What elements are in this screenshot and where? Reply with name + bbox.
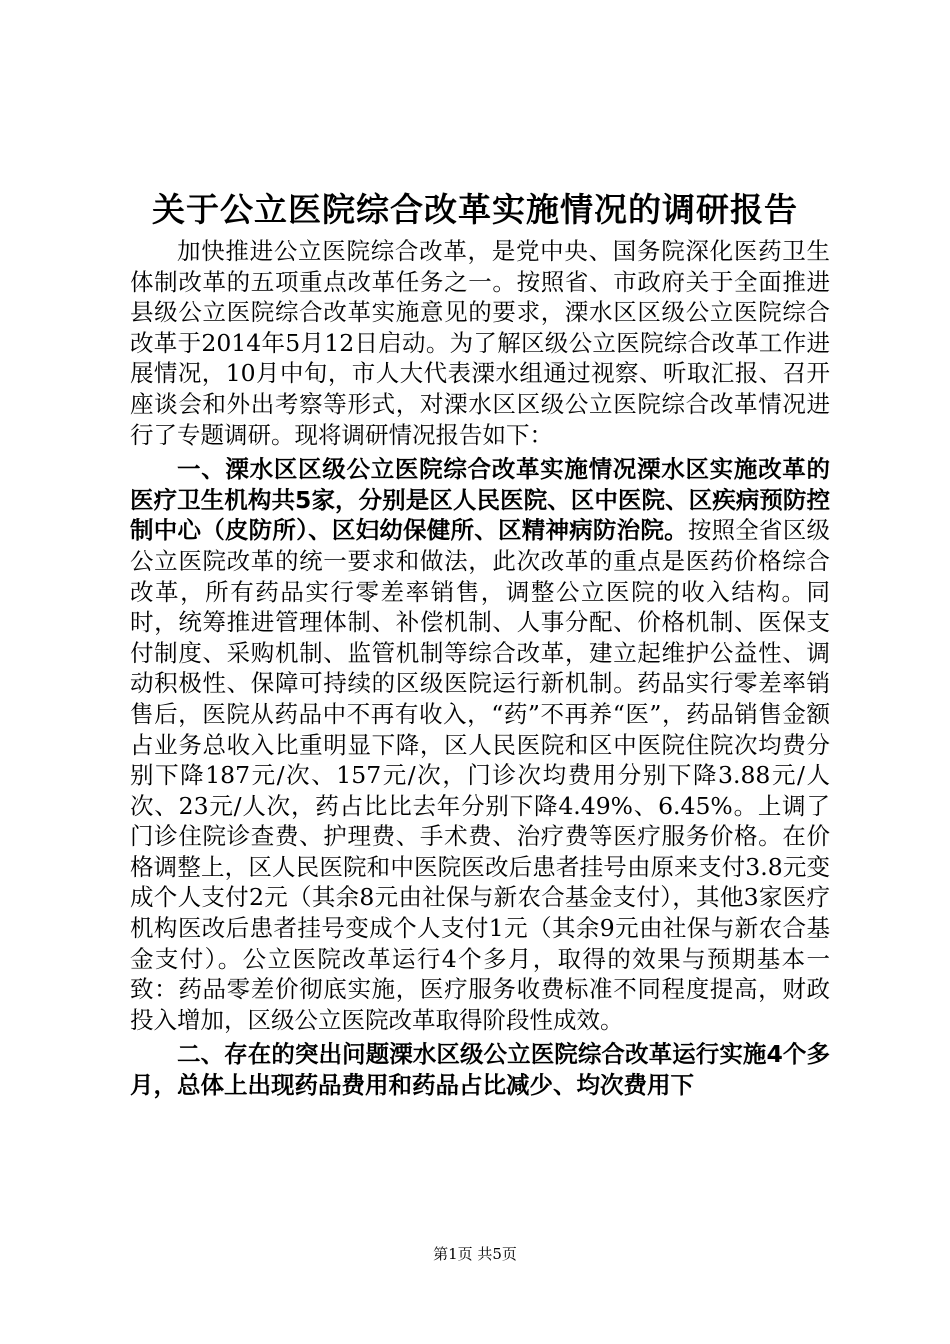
- page-number-footer: 第1页 共5页: [433, 1245, 517, 1263]
- section-1-body: 按照全省区级公立医院改革的统一要求和做法，此次改革的重点是医药价格综合改革，所有药品实行零差率销售，调整公立医院的收入结构。同时，统筹推进管理体制、补偿机制、人事分配、价格机制、医保支付制度、采购机制、监管机制等综合改革，建立起维护公益性、调动积极性、保障可持续的区级医院运行新机制。药品实行零差率销售后，医院从药品中不再有收入，“药”不再养“医”，药品销售金额占业务总收入比重明显下降，区人民医院和区中医院住院次均费分别下降187元/次、157元/次，门诊次均费用分别下降3.88元/人次、23元/人次，药占比比去年分别下降4.49%、6.45%。上调了门诊住院诊查费、护理费、手术费、治疗费等医疗服务价格。在价格调整上，区人民医院和中医院医改后患者挂号由原来支付3.8元变成个人支付2元（其余8元由社保与新农合基金支付），其他3家医疗机构医改后患者挂号变成个人支付1元（其余9元由社保与新农合基金支付）。公立医院改革运行4个多月，取得的效果与预期基本一致：药品零差价彻底实施，医疗服务收费标准不同程度提高，财政投入增加，区级公立医院改革取得阶段性成效。: [130, 516, 831, 1034]
- section-2-heading: 二、存在的突出问题溧水区级公立医院综合改革运行实施4个多月，总体上出现药品费用和药品占比减少、均次费用下: [130, 1040, 830, 1100]
- section-2-paragraph: [130, 1039, 830, 1100]
- document-body: [130, 236, 830, 1101]
- intro-paragraph: 加快推进公立医院综合改革，是党中央、国务院深化医药卫生体制改革的五项重点改革任务之一。按照省、市政府关于全面推进县级公立医院综合改革实施意见的要求，溧水区区级公立医院综合改革于2014年5月12日启动。为了解区级公立医院综合改革工作进展情况，10月中旬，市人大代表溧水组通过视察、听取汇报、召开座谈会和外出考察等形式，对溧水区区级公立医院综合改革情况进行了专题调研。现将调研情况报告如下：: [130, 237, 830, 449]
- section-1-paragraph: [130, 454, 830, 1035]
- section-1-heading: 一、溧水区区级公立医院综合改革实施情况溧水区实施改革的医疗卫生机构共5家，分别是区人民医院、区中医院、区疾病预防控制中心（皮防所）、区妇幼保健所、区精神病防治院。: [130, 455, 830, 545]
- document-title: 关于公立医院综合改革实施情况的调研报告: [152, 190, 798, 229]
